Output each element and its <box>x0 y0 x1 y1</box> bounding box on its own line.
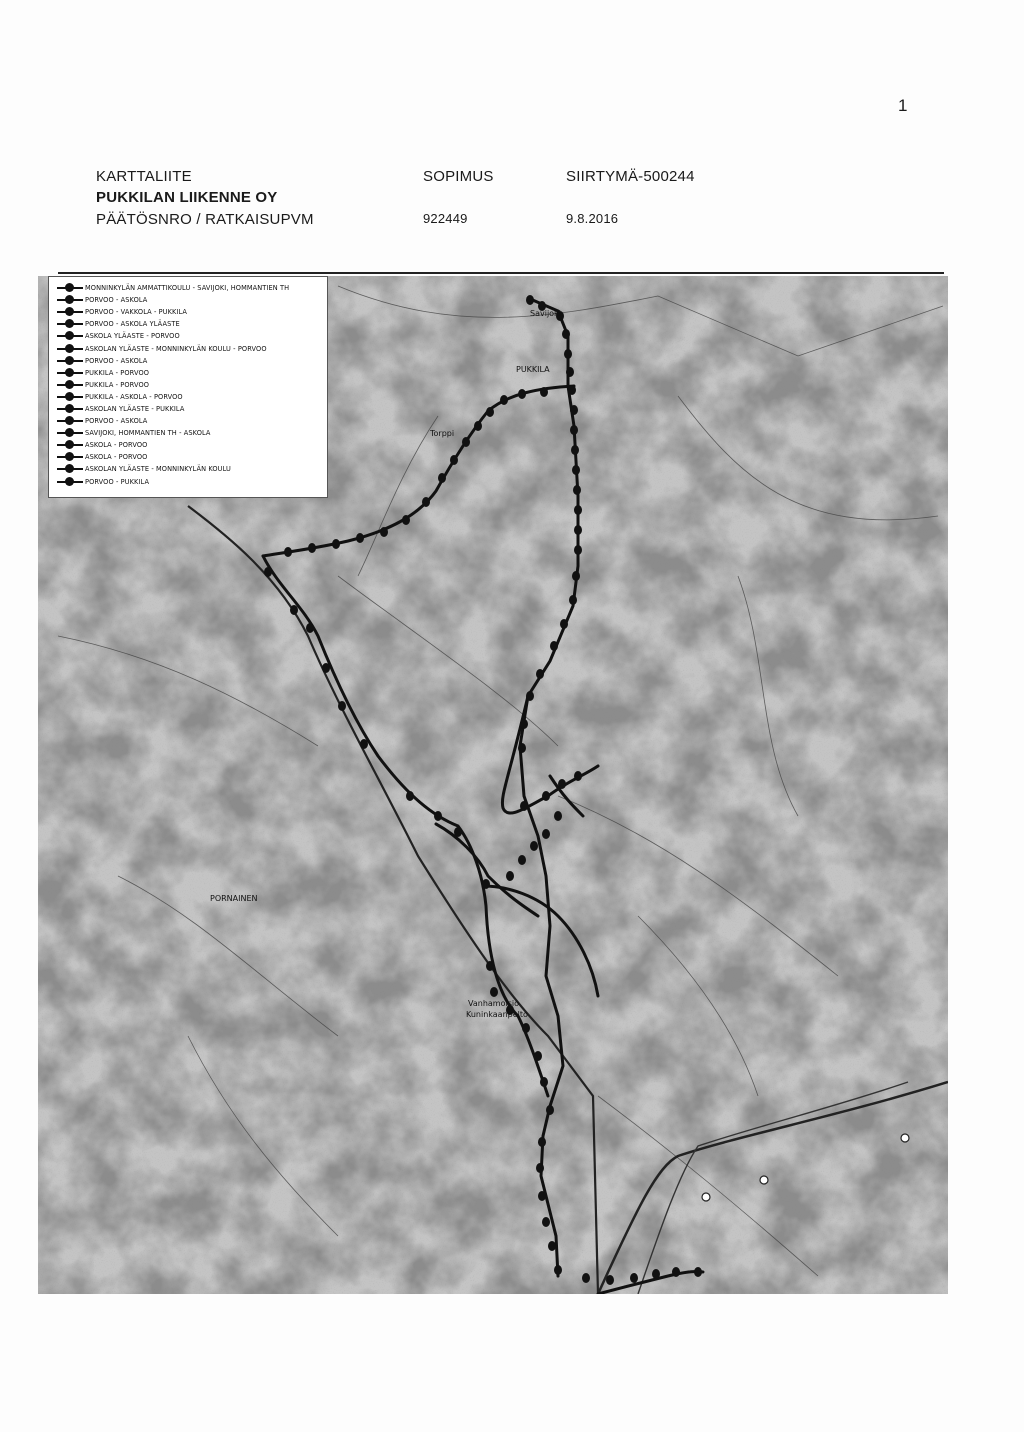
legend-item <box>55 427 323 439</box>
legend-item <box>55 439 323 451</box>
label-kuninkaanpelto: Kuninkaanpelto <box>466 1010 528 1019</box>
legend-label: ASKOLA YLÄASTE - PORVOO <box>85 332 180 341</box>
route-line-icon <box>55 440 85 450</box>
legend-item <box>55 306 323 318</box>
route-line-icon <box>55 283 85 293</box>
legend-item <box>55 330 323 342</box>
route-line-icon <box>55 392 85 402</box>
route-legend <box>48 276 328 498</box>
label-vanhamoisio: Vanhamoisio <box>468 999 519 1008</box>
legend-item <box>55 415 323 427</box>
legend-item <box>55 476 323 488</box>
route-line-icon <box>55 319 85 329</box>
legend-label: PORVOO - VAKKOLA - PUKKILA <box>85 308 188 317</box>
legend-label: ASKOLA - PORVOO <box>85 441 148 450</box>
legend-item <box>55 342 323 354</box>
label-pornainen: PORNAINEN <box>210 894 258 903</box>
decision-date: 9.8.2016 <box>566 211 619 226</box>
route-line-icon <box>55 477 85 487</box>
legend-label: PORVOO - PUKKILA <box>85 477 150 486</box>
page-number: 1 <box>898 96 908 115</box>
route-line-icon <box>55 368 85 378</box>
legend-label: ASKOLAN YLÄASTE - MONNINKYLÄN KOULU - PORVOO <box>85 344 267 353</box>
legend-label: PUKKILA - PORVOO <box>85 380 150 389</box>
route-line-icon <box>55 295 85 305</box>
legend-item <box>55 367 323 379</box>
legend-label: SAVIJOKI, HOMMANTIEN TH - ASKOLA <box>85 429 211 438</box>
legend-item <box>55 294 323 306</box>
route-line-icon <box>55 380 85 390</box>
legend-label: PORVOO - ASKOLA <box>85 356 148 365</box>
legend-label: PUKKILA - PORVOO <box>85 368 150 377</box>
legend-label: PUKKILA - ASKOLA - PORVOO <box>85 392 183 401</box>
route-line-icon <box>55 404 85 414</box>
decision-label: PÄÄTÖSNRO / RATKAISUPVM <box>96 211 314 228</box>
legend-item <box>55 451 323 463</box>
legend-label: ASKOLAN YLÄASTE - MONNINKYLÄN KOULU <box>85 465 231 474</box>
label-torppi: Torppi <box>430 429 455 438</box>
legend-item <box>55 403 323 415</box>
contract-label: SOPIMUS <box>423 168 494 185</box>
legend-item <box>55 355 323 367</box>
legend-item <box>55 282 323 294</box>
doc-type-label: KARTTALIITE <box>96 168 192 185</box>
legend-item <box>55 391 323 403</box>
route-line-icon <box>55 307 85 317</box>
route-line-icon <box>55 344 85 354</box>
transition-id: SIIRTYMÄ-500244 <box>566 168 695 185</box>
route-line-icon <box>55 452 85 462</box>
route-line-icon <box>55 428 85 438</box>
route-line-icon <box>55 416 85 426</box>
legend-item <box>55 463 323 475</box>
header-divider <box>58 272 944 274</box>
company-name: PUKKILAN LIIKENNE OY <box>96 189 278 206</box>
route-line-icon <box>55 356 85 366</box>
legend-label: PORVOO - ASKOLA <box>85 417 148 426</box>
route-line-icon <box>55 464 85 474</box>
legend-label: MONNINKYLÄN AMMATTIKOULU - SAVIJOKI, HOMMANTIEN TH <box>85 284 290 293</box>
label-savijoki: Savijoki <box>530 309 561 318</box>
label-pukkila: PUKKILA <box>516 365 550 374</box>
route-line-icon <box>55 331 85 341</box>
legend-label: PORVOO - ASKOLA YLÄASTE <box>85 320 180 329</box>
legend-label: ASKOLAN YLÄASTE - PUKKILA <box>85 404 185 413</box>
contract-number: 922449 <box>423 211 468 226</box>
legend-item <box>55 379 323 391</box>
legend-item <box>55 318 323 330</box>
legend-label: PORVOO - ASKOLA <box>85 296 148 305</box>
legend-label: ASKOLA - PORVOO <box>85 453 148 462</box>
